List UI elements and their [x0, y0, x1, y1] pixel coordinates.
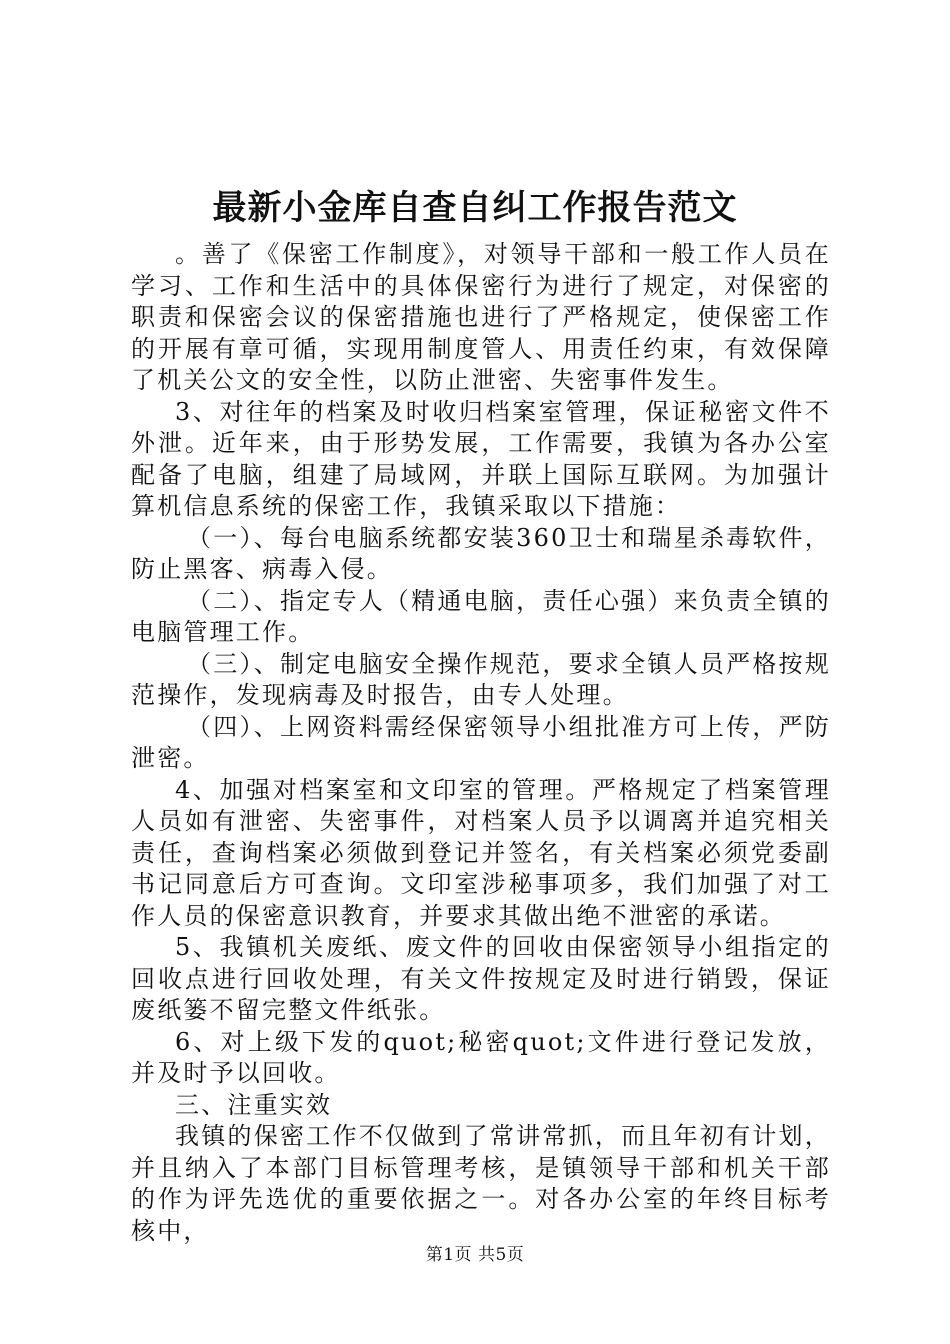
paragraph: （一）、每台电脑系统都安装360卫士和瑞星杀毒软件，防止黑客、病毒入侵。 — [131, 523, 831, 583]
section-heading: 三、注重实效 — [175, 1090, 333, 1119]
paragraph: （三）、制定电脑安全操作规范，要求全镇人员严格按规范操作，发现病毒及时报告，由专人处理。 — [131, 649, 831, 709]
paragraph: （二）、指定专人（精通电脑，责任心强）来负责全镇的电脑管理工作。 — [131, 586, 831, 646]
paragraph: 。善了《保密工作制度》，对领导干部和一般工作人员在学习、工作和生活中的具体保密行为进行了规定，对保密的职责和保密会议的保密措施也进行了严格规定，使保密工作的开展有章可循，实现用制度管人、用责任约束，有效保障了机关公文的安全性，以防止泄密、失密事件发生。 — [131, 240, 831, 394]
paragraph: 我镇的保密工作不仅做到了常讲常抓，而且年初有计划，并且纳入了本部门目标管理考核，是镇领导干部和机关干部的作为评先选优的重要依据之一。对各办公室的年终目标考核中， — [131, 1122, 831, 1245]
document-title: 最新小金库自查自纠工作报告范文 — [212, 188, 738, 228]
paragraph: 5、我镇机关废纸、废文件的回收由保密领导小组指定的回收点进行回收处理，有关文件按规定及时进行销毁，保证废纸篓不留完整文件纸张。 — [131, 933, 831, 1024]
paragraph: （四）、上网资料需经保密领导小组批准方可上传，严防泄密。 — [131, 712, 831, 772]
paragraph: 6、对上级下发的quot;秘密quot;文件进行登记发放，并及时予以回收。 — [131, 1027, 831, 1087]
page-footer: 第1页 共5页 — [425, 1245, 525, 1265]
paragraph: 3、对往年的档案及时收归档案室管理，保证秘密文件不外泄。近年来，由于形势发展，工作需要，我镇为各办公室配备了电脑，组建了局域网，并联上国际互联网。为加强计算机信息系统的保密工作，我镇采取以下措施： — [131, 397, 831, 520]
document-body — [131, 239, 831, 1247]
paragraph: 4、加强对档案室和文印室的管理。严格规定了档案管理人员如有泄密、失密事件，对档案人员予以调离并追究相关责任，查询档案必须做到登记并签名，有关档案必须党委副书记同意后方可查询。文印室涉秘事项多，我们加强了对工作人员的保密意识教育，并要求其做出绝不泄密的承诺。 — [131, 775, 831, 930]
